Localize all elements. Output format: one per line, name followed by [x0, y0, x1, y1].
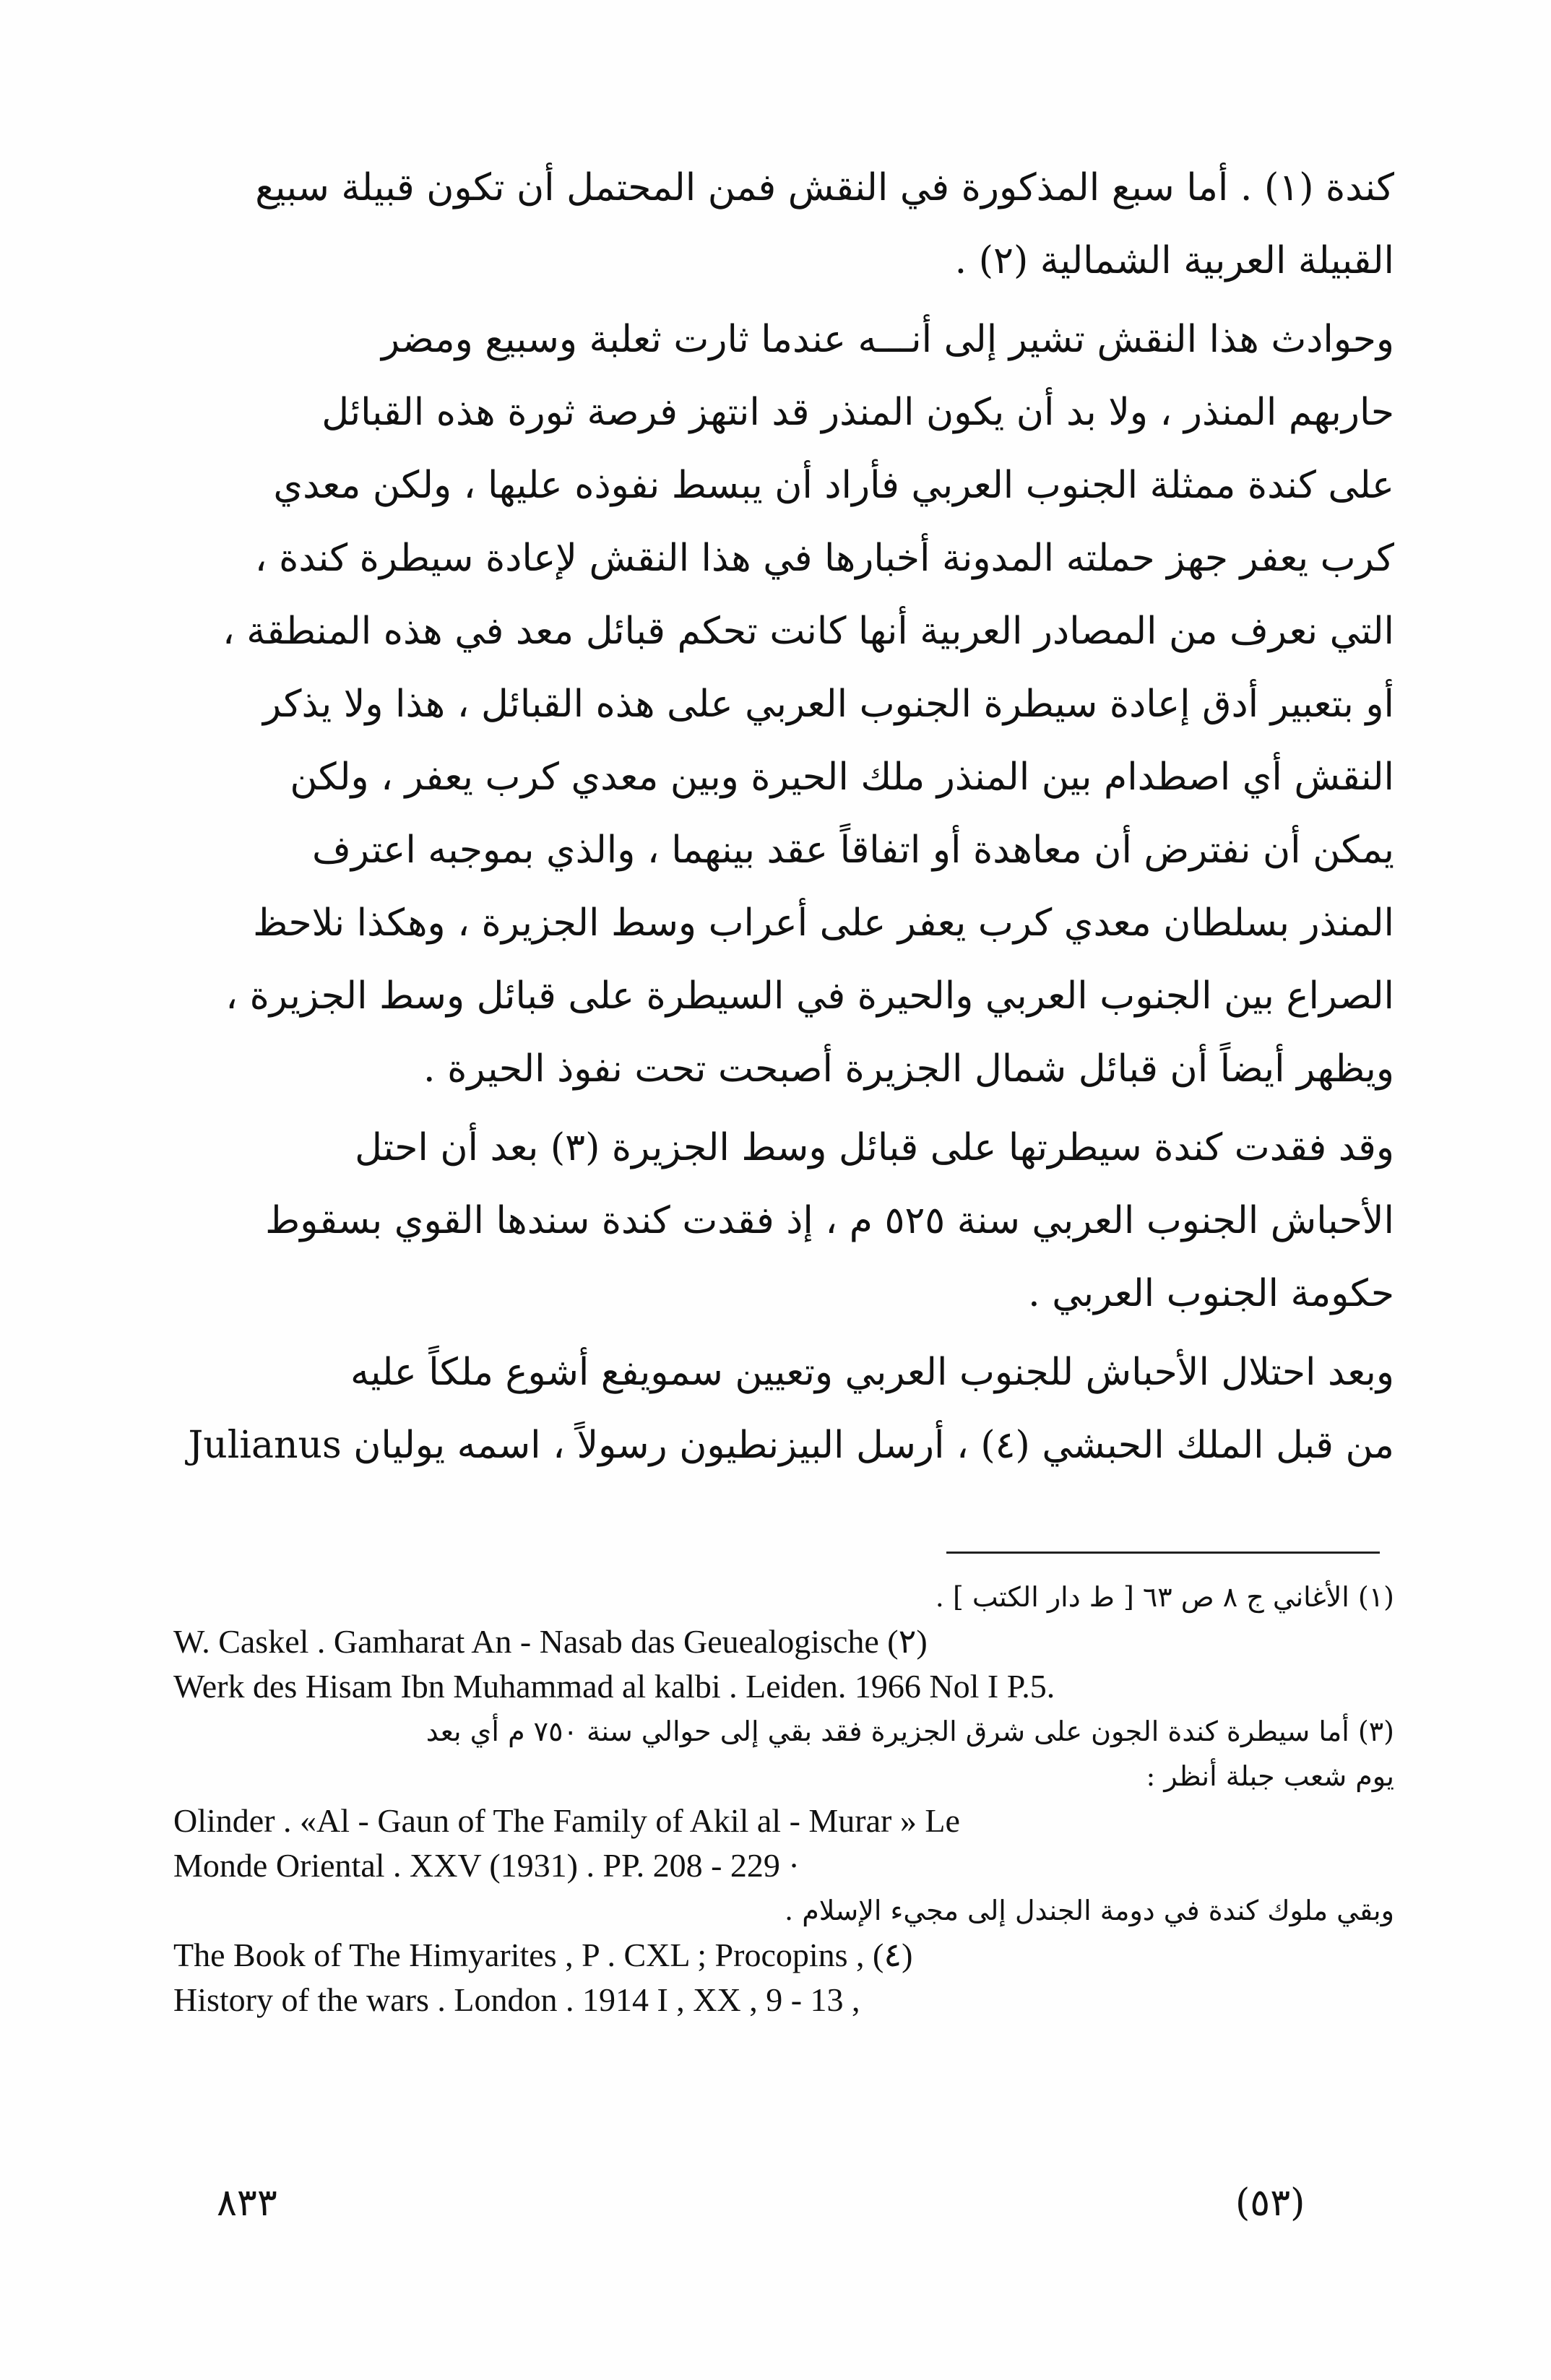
footnote-3-line-1: (٣) أما سيطرة كندة الجون على شرق الجزيرة فقد بقي إلى حوالي سنة ٧٥٠ م أي بعد [425, 1715, 1394, 1747]
body-line: التي نعرف من المصادر العربية أنها كانت تحكم قبائل معد في هذه المنطقة ، [222, 610, 1394, 653]
footnote-3-line-4: Monde Oriental . XXV (1931) . PP. 208 - 229 · [173, 1847, 800, 1884]
footnote-3-line-5: وبقي ملوك كندة في دومة الجندل إلى مجيء الإسلام . [785, 1895, 1394, 1926]
body-line: أو بتعبير أدق إعادة سيطرة الجنوب العربي على هذه القبائل ، هذا ولا يذكر [263, 683, 1394, 726]
body-line: وحوادث هذا النقش تشير إلى أنـــه عندما ثارت ثعلبة وسبيع ومضر [381, 318, 1394, 361]
body-line: القبيلة العربية الشمالية (٢) . [954, 239, 1394, 282]
body-line: يمكن أن نفترض أن معاهدة أو اتفاقاً عقد بينهما ، والذي بموجبه اعترف [312, 828, 1394, 872]
body-line: الصراع بين الجنوب العربي والحيرة في السيطرة على قبائل وسط الجزيرة ، [225, 974, 1394, 1018]
folio-page-number-right: (٥٣) [1235, 2181, 1305, 2225]
footnote-1: (١) الأغاني ج ٨ ص ٦٣ [ ط دار الكتب ] . [935, 1581, 1394, 1613]
body-line: المنذر بسلطان معدي كرب يعفر على أعراب وسط الجزيرة ، وهكذا نلاحظ [253, 901, 1394, 945]
body-line: ويظهر أيضاً أن قبائل شمال الجزيرة أصبحت تحت نفوذ الحيرة . [423, 1047, 1394, 1091]
body-text [173, 152, 1394, 1482]
body-line: على كندة ممثلة الجنوب العربي فأراد أن يبسط نفوذه عليها ، ولكن معدي [273, 464, 1394, 507]
body-line: حكومة الجنوب العربي . [1028, 1272, 1394, 1315]
footnote-4-line-1: The Book of The Himyarites , P . CXL ; Procopins , (٤) [173, 1937, 913, 1973]
body-line: وبعد احتلال الأحباش للجنوب العربي وتعيين سمويفع أشوع ملكاً عليه [350, 1351, 1394, 1394]
body-line: كندة (١) . أما سبع المذكورة في النقش فمن المحتمل أن تكون قبيلة سبيع [255, 166, 1394, 209]
folio-page-number-left: ٨٣٣ [217, 2181, 277, 2225]
body-line: حاربهم المنذر ، ولا بد أن يكون المنذر قد انتهز فرصة ثورة هذه القبائل [321, 391, 1394, 434]
body-line: وقد فقدت كندة سيطرتها على قبائل وسط الجزيرة (٣) بعد أن احتل [355, 1126, 1394, 1169]
body-line: كرب يعفر جهز حملته المدونة أخبارها في هذا النقش لإعادة سيطرة كندة ، [254, 537, 1394, 580]
footnote-3-line-2: يوم شعب جبلة أنظر : [1146, 1760, 1394, 1792]
footnote-2-line-1: W. Caskel . Gamharat An - Nasab das Geuealogische (٢) [173, 1623, 928, 1660]
footnote-separator [946, 1552, 1380, 1554]
footnote-2-line-2: Werk des Hisam Ibn Muhammad al kalbi . Leiden. 1966 Nol I P.5. [173, 1668, 1055, 1705]
body-line: من قبل الملك الحبشي (٤) ، أرسل البيزنطيون رسولاً ، اسمه يوليان Julianus [188, 1424, 1394, 1467]
footnote-4-line-2: History of the wars . London . 1914 I , XX , 9 - 13 , [173, 1981, 860, 2018]
footnotes [173, 1575, 1394, 2022]
body-line: الأحباش الجنوب العربي سنة ٥٢٥ م ، إذ فقدت كندة سندها القوي بسقوط [265, 1199, 1394, 1242]
body-line: النقش أي اصطدام بين المنذر ملك الحيرة وبين معدي كرب يعفر ، ولكن [290, 756, 1394, 799]
footnote-3-line-3: Olinder . «Al - Gaun of The Family of Akil al - Murar » Le [173, 1802, 960, 1839]
